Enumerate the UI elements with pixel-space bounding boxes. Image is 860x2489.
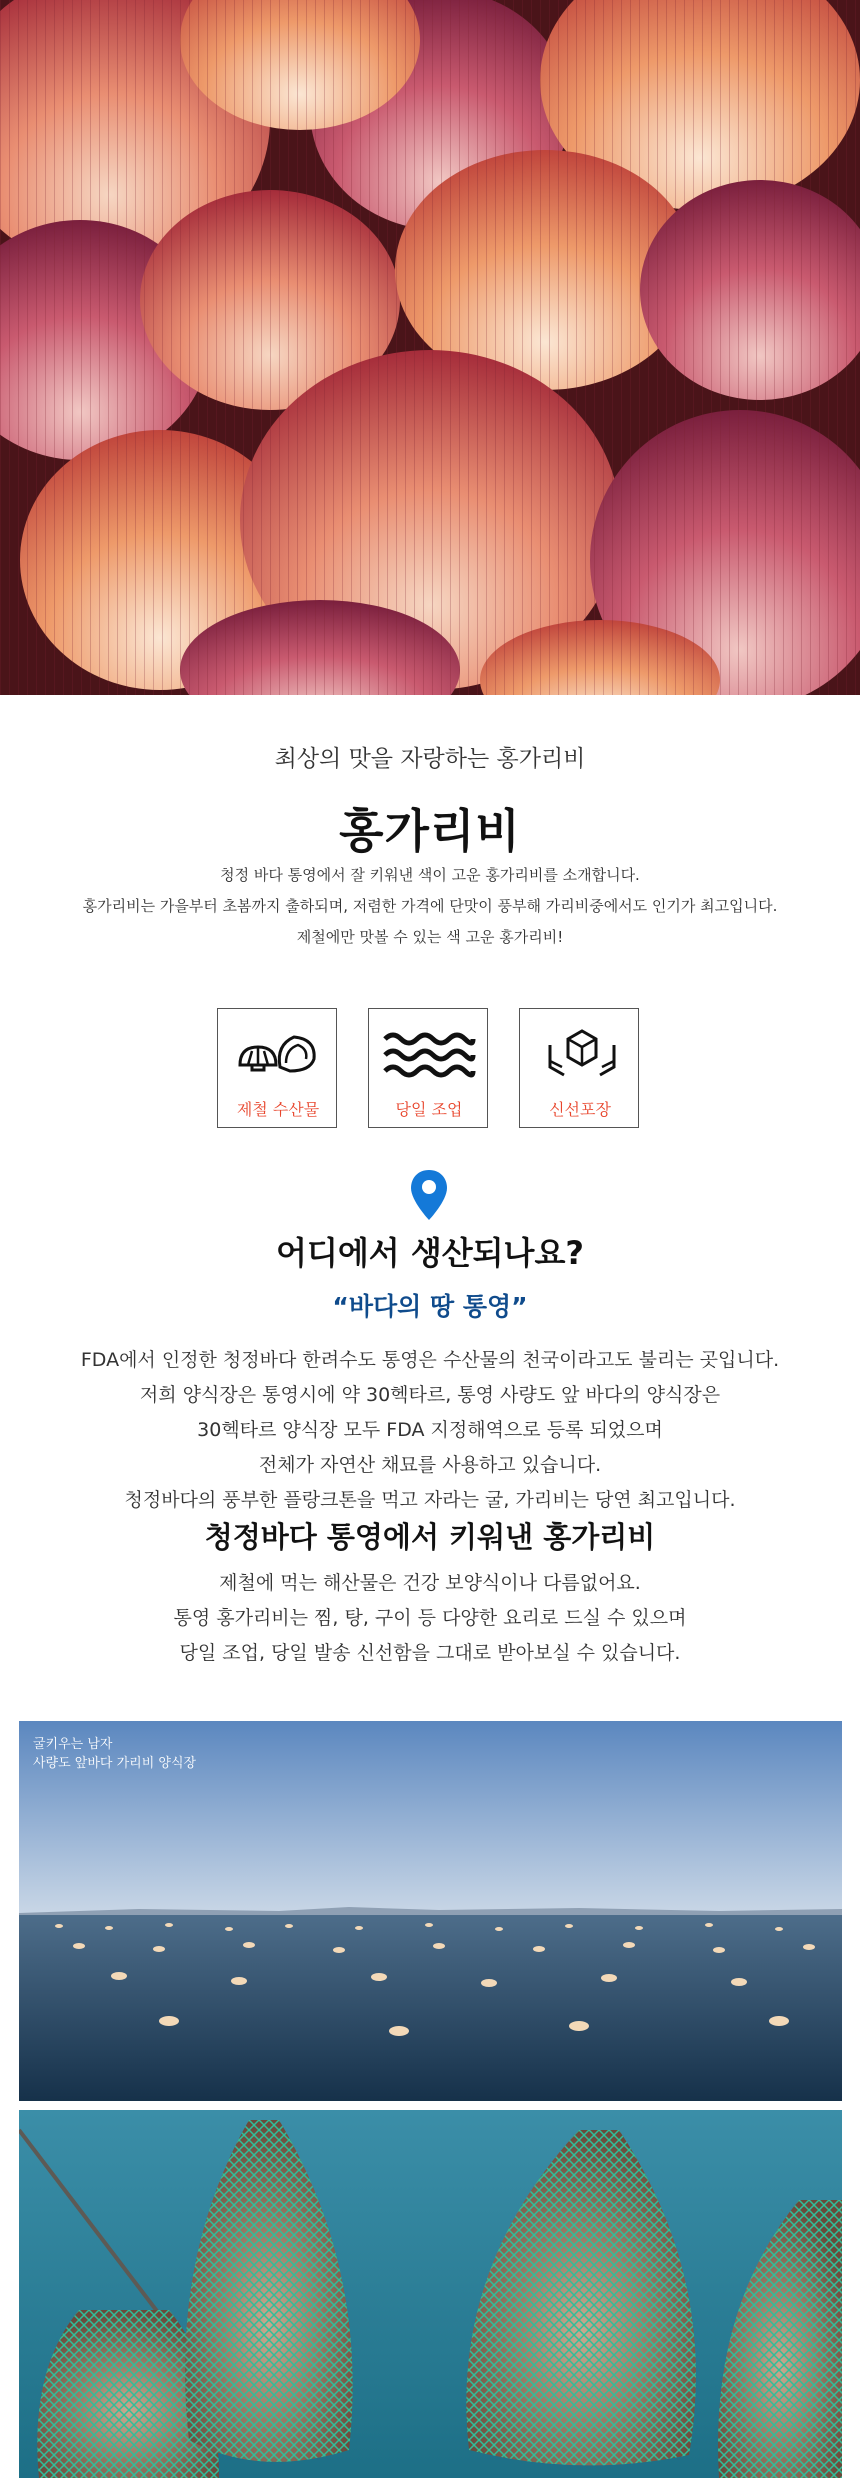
intro-text xyxy=(0,860,860,953)
origin-title: 어디에서 생산되나요? xyxy=(276,1234,584,1272)
intro-line: 홍가리비는 가을부터 초봄까지 출하되며, 저렴한 가격에 단맛이 풍부해 가리비중에서도 인기가 최고입니다. xyxy=(82,897,778,915)
farm-caption xyxy=(33,1735,196,1773)
caption-line: 굴키우는 남자 xyxy=(33,1737,113,1752)
waves-icon xyxy=(369,1027,489,1079)
raised-line: 통영 홍가리비는 찜, 탕, 구이 등 다양한 요리로 드실 수 있으며 xyxy=(173,1607,687,1629)
shellfish-icon xyxy=(218,1027,338,1079)
origin-line: 청정바다의 풍부한 플랑크톤을 먹고 자라는 굴, 가리비는 당연 최고입니다. xyxy=(124,1489,736,1511)
origin-subtitle: “바다의 땅 통영” xyxy=(332,1292,528,1321)
scallop-nets-photo xyxy=(19,2110,842,2478)
location-pin-icon xyxy=(409,1168,449,1222)
origin-line: 30헥타르 양식장 모두 FDA 지정해역으로 등록 되었으며 xyxy=(197,1419,663,1441)
origin-line: 전체가 자연산 채묘를 사용하고 있습니다. xyxy=(258,1454,602,1476)
feature-label: 당일 조업 xyxy=(395,1100,463,1119)
intro-line: 제철에만 맛볼 수 있는 색 고운 홍가리비! xyxy=(296,928,564,946)
origin-line: FDA에서 인정한 청정바다 한려수도 통영은 수산물의 천국이라고도 불리는 곳입니다. xyxy=(80,1349,780,1371)
raised-title: 청정바다 통영에서 키워낸 홍가리비 xyxy=(204,1520,656,1554)
origin-line: 저희 양식장은 통영시에 약 30헥타르, 통영 사량도 앞 바다의 양식장은 xyxy=(139,1384,721,1406)
feature-same-day xyxy=(368,1008,488,1128)
feature-fresh-pack xyxy=(519,1008,639,1128)
intro-subtitle: 최상의 맛을 자랑하는 홍가리비 xyxy=(274,746,586,772)
raised-text xyxy=(0,1566,860,1671)
package-hands-icon xyxy=(520,1027,640,1079)
feature-seasonal xyxy=(217,1008,337,1128)
page-title: 홍가리비 xyxy=(339,804,521,858)
scallops-photo xyxy=(0,0,860,695)
raised-line: 제철에 먹는 해산물은 건강 보양식이나 다름없어요. xyxy=(219,1572,641,1594)
feature-label: 신선포장 xyxy=(549,1100,611,1119)
caption-line: 사량도 앞바다 가리비 양식장 xyxy=(33,1756,197,1771)
intro-line: 청정 바다 통영에서 잘 키워낸 색이 고운 홍가리비를 소개합니다. xyxy=(220,866,640,884)
feature-label: 제철 수산물 xyxy=(236,1100,320,1119)
origin-text xyxy=(0,1343,860,1518)
raised-line: 당일 조업, 당일 발송 신선함을 그대로 받아보실 수 있습니다. xyxy=(179,1642,681,1664)
farm-sea-photo xyxy=(19,1721,842,2101)
feature-boxes xyxy=(217,1008,639,1132)
